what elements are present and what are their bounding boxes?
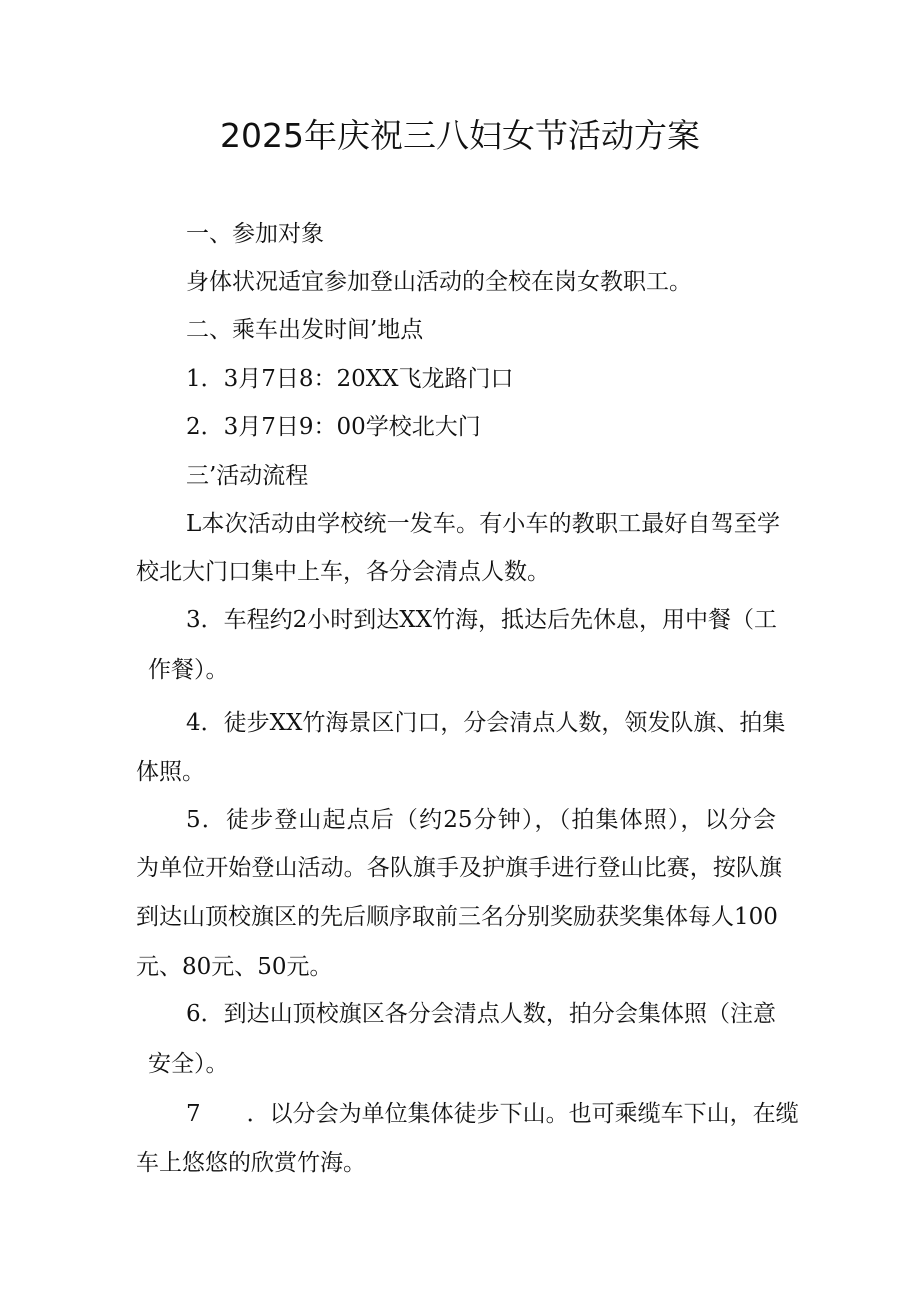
paragraph-line: 6．到达山顶校旗区各分会清点人数，拍分会集体照（注意 xyxy=(186,1001,776,1027)
paragraph-line: 身体状况适宜参加登山活动的全校在岗女教职工。 xyxy=(186,269,692,295)
paragraph-line: 元、80元、50元。 xyxy=(136,954,333,980)
section-heading-departure: 二、乘车出发时间’地点 xyxy=(186,317,424,343)
paragraph-line: 安全）。 xyxy=(148,1051,229,1077)
paragraph-line: 校北大门口集中上车，各分会清点人数。 xyxy=(136,559,550,585)
paragraph-line: 7 ．以分会为单位集体徒步下山。也可乘缆车下山，在缆 xyxy=(186,1101,799,1127)
list-item-departure-2: 2．3月7日9：00学校北大门 xyxy=(186,414,481,440)
paragraph-line: 为单位开始登山活动。各队旗手及护旗手进行登山比赛，按队旗 xyxy=(136,855,782,881)
section-heading-participants: 一、参加对象 xyxy=(186,221,324,247)
paragraph-line: 5．徒步登山起点后（约25分钟），（拍集体照），以分会 xyxy=(186,807,776,833)
document-title: 2025年庆祝三八妇女节活动方案 xyxy=(220,116,700,155)
paragraph-line: 3．车程约2小时到达XX竹海，抵达后先休息，用中餐（工 xyxy=(186,607,778,633)
section-heading-process: 三’活动流程 xyxy=(186,463,309,489)
paragraph-line: 到达山顶校旗区的先后顺序取前三名分别奖励获奖集体每人100 xyxy=(136,904,778,930)
paragraph-line: 车上悠悠的欣赏竹海。 xyxy=(136,1150,366,1176)
list-item-departure-1: 1．3月7日8：20XX飞龙路门口 xyxy=(186,366,514,392)
paragraph-line: 4．徒步XX竹海景区门口，分会清点人数，领发队旗、拍集 xyxy=(186,710,786,736)
paragraph-line: L本次活动由学校统一发车。有小车的教职工最好自驾至学 xyxy=(186,511,780,537)
paragraph-line: 作餐）。 xyxy=(148,657,229,683)
paragraph-line: 体照。 xyxy=(136,759,205,785)
